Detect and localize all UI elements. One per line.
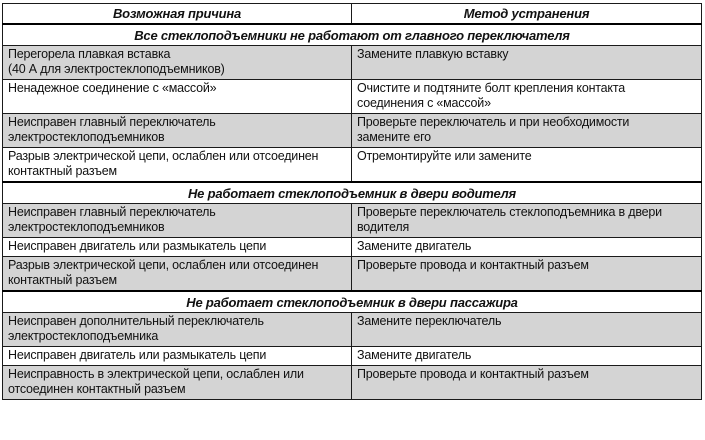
remedy-line: соединения с «массой»	[357, 96, 491, 110]
remedy-cell	[352, 80, 702, 114]
cause-line: Неисправен дополнительный переключатель	[8, 314, 264, 328]
header-cause: Возможная причина	[3, 4, 352, 25]
remedy-line: Проверьте переключатель стеклоподъемника в двери	[357, 205, 662, 219]
table-row	[3, 80, 702, 114]
remedy-line: водителя	[357, 220, 410, 234]
cause-cell	[3, 148, 352, 183]
section-title: Не работает стеклоподъемник в двери пассажира	[3, 291, 702, 313]
table-row	[3, 347, 702, 366]
section-title: Не работает стеклоподъемник в двери водителя	[3, 182, 702, 204]
remedy-cell	[352, 204, 702, 238]
cause-cell	[3, 204, 352, 238]
table-row	[3, 204, 702, 238]
remedy-cell	[352, 46, 702, 80]
table-row	[3, 114, 702, 148]
remedy-line: Отремонтируйте или замените	[357, 149, 532, 163]
cause-cell	[3, 46, 352, 80]
cause-line: Неисправность в электрической цепи, ослаблен или	[8, 367, 304, 381]
remedy-line: Замените двигатель	[357, 239, 472, 253]
cause-line: электростеклоподъемника	[8, 329, 159, 343]
cause-cell	[3, 347, 352, 366]
section-heading	[3, 182, 702, 204]
remedy-line: Замените двигатель	[357, 348, 472, 362]
table-header-row	[3, 4, 702, 25]
cause-line: контактный разъем	[8, 164, 117, 178]
remedy-cell	[352, 114, 702, 148]
cause-line: Неисправен главный переключатель	[8, 205, 216, 219]
remedy-line: Проверьте переключатель и при необходимости	[357, 115, 630, 129]
cause-cell	[3, 80, 352, 114]
table-row	[3, 257, 702, 292]
header-remedy: Метод устранения	[352, 4, 702, 25]
cause-line: отсоединен контактный разъем	[8, 382, 186, 396]
table-row	[3, 366, 702, 400]
remedy-cell	[352, 238, 702, 257]
cause-line: Неисправен главный переключатель	[8, 115, 216, 129]
table-row	[3, 46, 702, 80]
remedy-cell	[352, 347, 702, 366]
remedy-cell	[352, 313, 702, 347]
cause-line: Разрыв электрической цепи, ослаблен или отсоединен	[8, 258, 319, 272]
remedy-line: Очистите и подтяните болт крепления контакта	[357, 81, 625, 95]
remedy-cell	[352, 366, 702, 400]
cause-line: Неисправен двигатель или размыкатель цепи	[8, 348, 267, 362]
table-row	[3, 313, 702, 347]
cause-line: (40 А для электростеклоподъемников)	[8, 62, 225, 76]
table-row	[3, 148, 702, 183]
cause-line: Ненадежное соединение с «массой»	[8, 81, 217, 95]
remedy-line: Проверьте провода и контактный разъем	[357, 258, 589, 272]
remedy-line: замените его	[357, 130, 431, 144]
cause-line: контактный разъем	[8, 273, 117, 287]
remedy-cell	[352, 257, 702, 292]
section-title: Все стеклоподъемники не работают от главного переключателя	[3, 24, 702, 46]
cause-line: Неисправен двигатель или размыкатель цепи	[8, 239, 267, 253]
cause-line: электростеклоподъемников	[8, 130, 165, 144]
cause-line: Перегорела плавкая вставка	[8, 47, 171, 61]
remedy-line: Замените переключатель	[357, 314, 502, 328]
cause-cell	[3, 238, 352, 257]
table-row	[3, 238, 702, 257]
section-heading	[3, 291, 702, 313]
cause-cell	[3, 366, 352, 400]
cause-line: электростеклоподъемников	[8, 220, 165, 234]
cause-cell	[3, 257, 352, 292]
cause-line: Разрыв электрической цепи, ослаблен или отсоединен	[8, 149, 319, 163]
remedy-line: Проверьте провода и контактный разъем	[357, 367, 589, 381]
remedy-cell	[352, 148, 702, 183]
section-heading	[3, 24, 702, 46]
troubleshooting-table	[2, 3, 702, 400]
remedy-line: Замените плавкую вставку	[357, 47, 509, 61]
cause-cell	[3, 114, 352, 148]
cause-cell	[3, 313, 352, 347]
